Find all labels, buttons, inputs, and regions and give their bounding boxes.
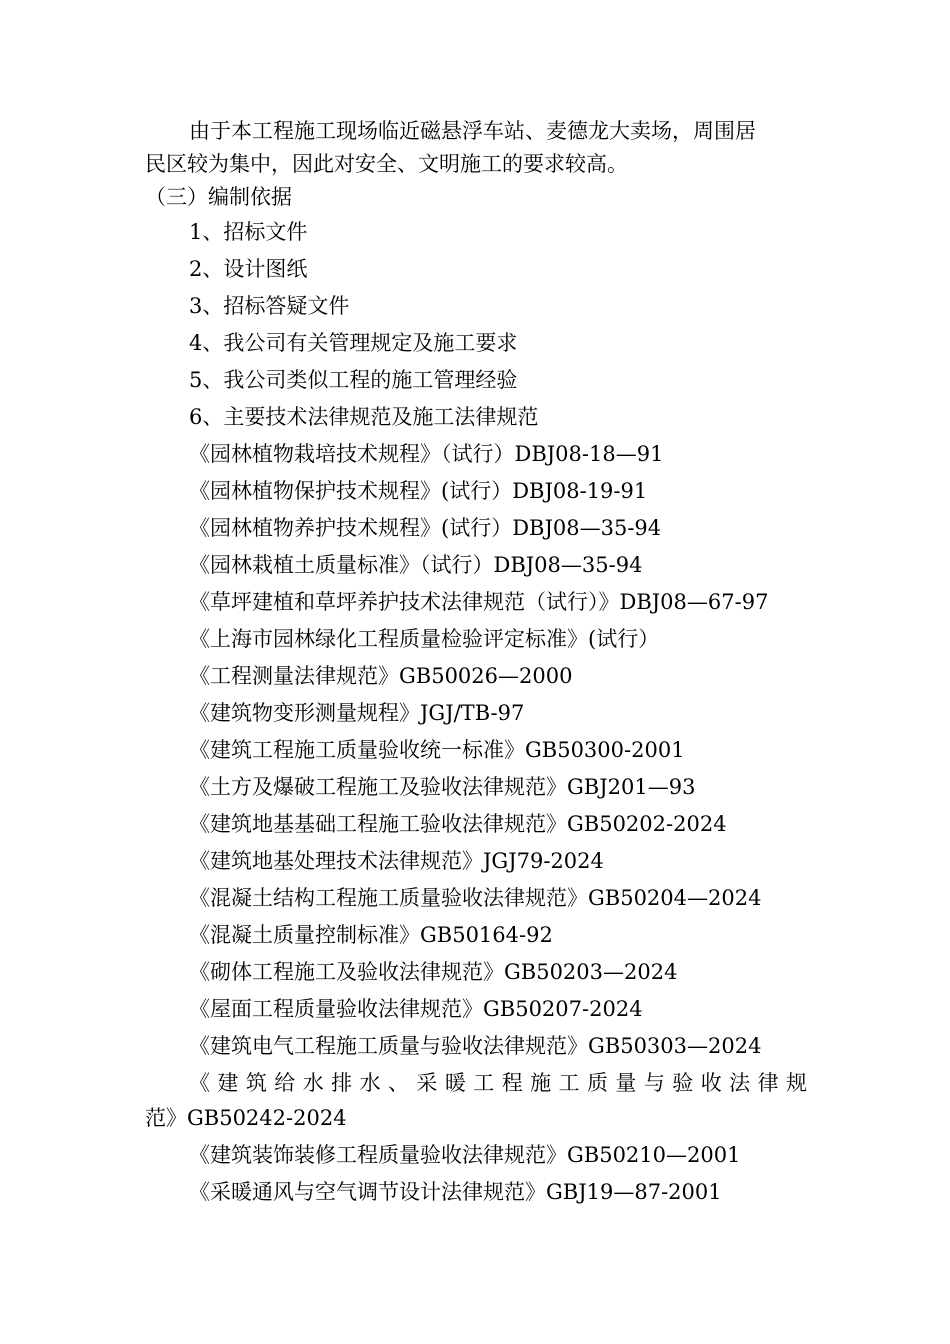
standard-item-wrapped-line-1: 《建筑给水排水、采暖工程施工质量与验收法律规	[189, 1071, 807, 1095]
basis-item: 4、我公司有关管理规定及施工要求	[189, 331, 518, 355]
standard-item: 《建筑物变形测量规程》JGJ/TB-97	[189, 701, 525, 725]
intro-paragraph-line-1: 由于本工程施工现场临近磁悬浮车站、麦德龙大卖场，周围居	[189, 119, 756, 143]
standard-item: 《建筑工程施工质量验收统一标准》GB50300-2001	[189, 738, 685, 762]
standard-item: 《建筑电气工程施工质量与验收法律规范》GB50303—2024	[189, 1034, 762, 1058]
standard-item: 《砌体工程施工及验收法律规范》GB50203—2024	[189, 960, 678, 984]
standard-item: 《园林栽植土质量标准》（试行）DBJ08—35-94	[189, 553, 643, 577]
standard-item: 《园林植物养护技术规程》(试行）DBJ08—35-94	[189, 516, 662, 540]
standard-item: 《建筑地基基础工程施工验收法律规范》GB50202-2024	[189, 812, 727, 836]
section-heading: （三）编制依据	[145, 185, 292, 209]
standard-item: 《采暖通风与空气调节设计法律规范》GBJ19—87-2001	[189, 1180, 722, 1204]
intro-paragraph-line-2: 民区较为集中，因此对安全、文明施工的要求较高。	[145, 152, 628, 176]
standard-item: 《土方及爆破工程施工及验收法律规范》GBJ201—93	[189, 775, 696, 799]
standard-item: 《混凝土结构工程施工质量验收法律规范》GB50204—2024	[189, 886, 762, 910]
standard-item: 《草坪建植和草坪养护技术法律规范（试行）》DBJ08—67-97	[189, 590, 769, 614]
standard-item: 《园林植物栽培技术规程》（试行）DBJ08-18—91	[189, 442, 664, 466]
standard-item-wrapped-line-2: 范》GB50242-2024	[145, 1106, 347, 1130]
standard-item: 《混凝土质量控制标准》GB50164-92	[189, 923, 553, 947]
basis-item: 1、招标文件	[189, 220, 308, 244]
basis-item: 6、主要技术法律规范及施工法律规范	[189, 405, 539, 429]
basis-item: 2、设计图纸	[189, 257, 308, 281]
basis-item: 5、我公司类似工程的施工管理经验	[189, 368, 518, 392]
standard-item: 《上海市园林绿化工程质量检验评定标准》(试行）	[189, 627, 660, 651]
standard-item: 《工程测量法律规范》GB50026—2000	[189, 664, 573, 688]
basis-item: 3、招标答疑文件	[189, 294, 350, 318]
standard-item: 《园林植物保护技术规程》(试行）DBJ08-19-91	[189, 479, 648, 503]
standard-item: 《建筑地基处理技术法律规范》JGJ79-2024	[189, 849, 604, 873]
standard-item: 《建筑装饰装修工程质量验收法律规范》GB50210—2001	[189, 1143, 741, 1167]
standard-item: 《屋面工程质量验收法律规范》GB50207-2024	[189, 997, 643, 1021]
